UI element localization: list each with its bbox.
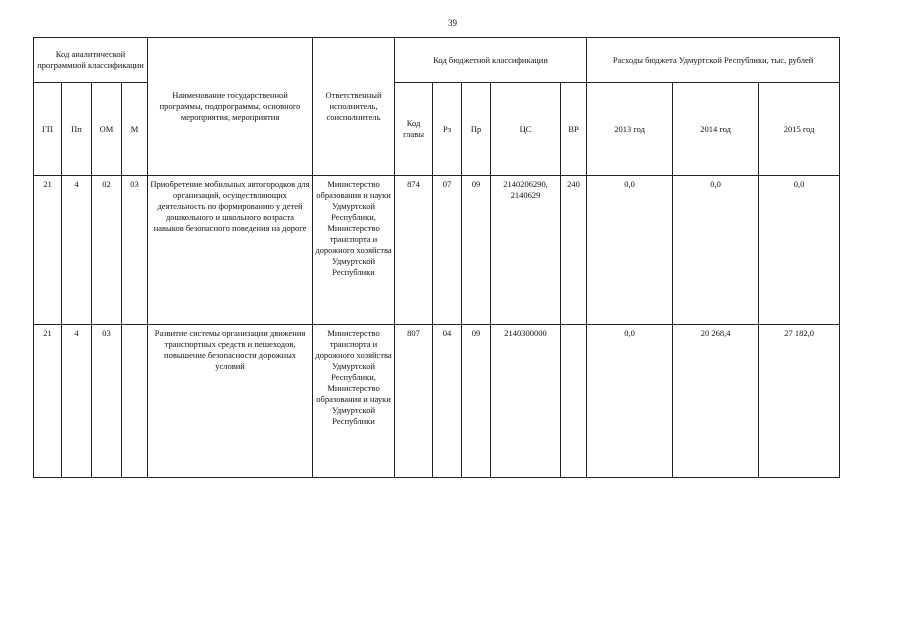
cell-pp: 4 xyxy=(62,325,92,478)
header-rz: Рз xyxy=(433,83,462,176)
cell-kod-glavy: 874 xyxy=(395,176,433,325)
cell-responsible: Министерство транспорта и дорожного хозяйства Удмуртской Республики, Министерство образования и науки Удмуртской Республики xyxy=(313,325,395,478)
cell-2015: 27 182,0 xyxy=(759,325,840,478)
page-number: 39 xyxy=(448,18,457,28)
cell-2013: 0,0 xyxy=(587,176,673,325)
cell-2014: 20 268,4 xyxy=(673,325,759,478)
cell-pr: 09 xyxy=(462,325,491,478)
header-pr: Пр xyxy=(462,83,491,176)
header-kod-glavy: Код главы xyxy=(395,83,433,176)
cell-2015: 0,0 xyxy=(759,176,840,325)
cell-cs: 2140300000 xyxy=(491,325,561,478)
header-budget-code: Код бюджетной классификации xyxy=(395,38,587,83)
header-responsible: Ответственный исполнитель, соисполнитель xyxy=(313,38,395,176)
cell-om: 02 xyxy=(92,176,122,325)
header-row-top xyxy=(34,38,840,83)
header-vr: ВР xyxy=(561,83,587,176)
cell-gp: 21 xyxy=(34,325,62,478)
cell-m: 03 xyxy=(122,176,148,325)
table-row xyxy=(34,325,840,478)
header-expenses: Расходы бюджета Удмуртской Республики, тыс. рублей xyxy=(587,38,840,83)
header-analytic-code: Код аналитической программной классификации xyxy=(34,38,148,83)
cell-program-name: Развитие системы организации движения транспортных средств и пешеходов, повышение безопасности дорожных условий xyxy=(148,325,313,478)
cell-program-name: Приобретение мобильных автогородков для организаций, осуществляющих деятельность по формированию у детей дошкольного и школьного возраста навыков безопасного поведения на дороге xyxy=(148,176,313,325)
cell-rz: 04 xyxy=(433,325,462,478)
header-program-name: Наименование государственной программы, подпрограммы, основного мероприятия, мероприятия xyxy=(148,38,313,176)
cell-pp: 4 xyxy=(62,176,92,325)
cell-gp: 21 xyxy=(34,176,62,325)
cell-vr xyxy=(561,325,587,478)
header-pp: Пп xyxy=(62,83,92,176)
cell-2014: 0,0 xyxy=(673,176,759,325)
header-2013: 2013 год xyxy=(587,83,673,176)
table-row xyxy=(34,176,840,325)
cell-responsible: Министерство образования и науки Удмуртской Республики, Министерство транспорта и дорожного хозяйства Удмуртской Республики xyxy=(313,176,395,325)
header-2015: 2015 год xyxy=(759,83,840,176)
cell-m xyxy=(122,325,148,478)
header-cs: ЦС xyxy=(491,83,561,176)
header-om: ОМ xyxy=(92,83,122,176)
cell-rz: 07 xyxy=(433,176,462,325)
cell-2013: 0,0 xyxy=(587,325,673,478)
budget-table xyxy=(33,37,840,478)
header-m: М xyxy=(122,83,148,176)
cell-vr: 240 xyxy=(561,176,587,325)
header-gp: ГП xyxy=(34,83,62,176)
cell-pr: 09 xyxy=(462,176,491,325)
header-2014: 2014 год xyxy=(673,83,759,176)
cell-om: 03 xyxy=(92,325,122,478)
cell-kod-glavy: 807 xyxy=(395,325,433,478)
cell-cs: 2140206290, 2140629 xyxy=(491,176,561,325)
